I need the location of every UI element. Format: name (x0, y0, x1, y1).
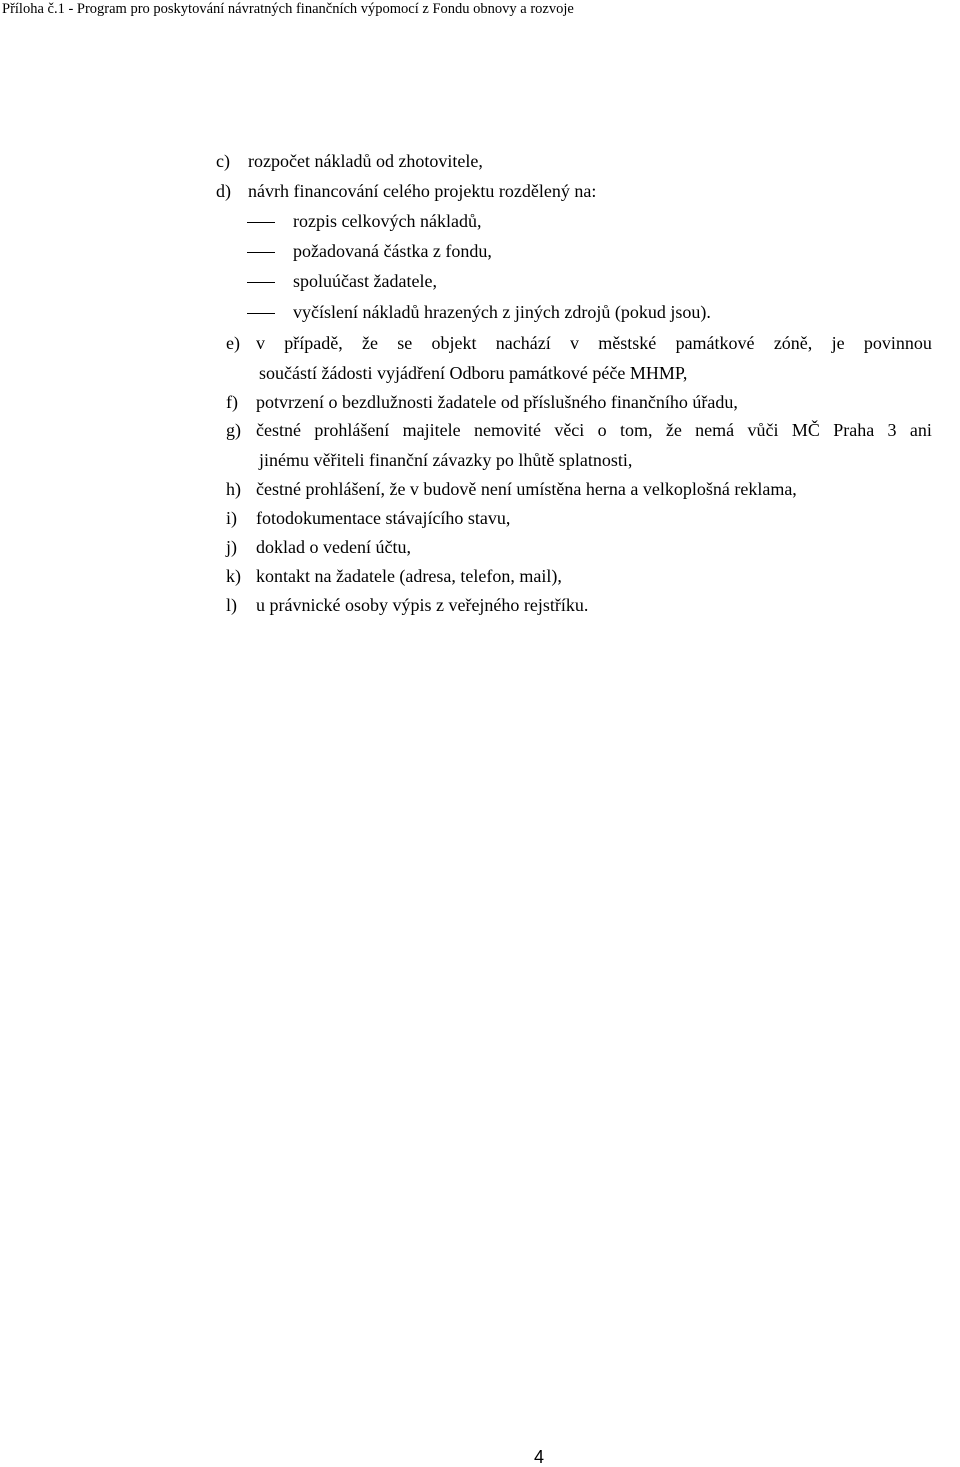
sublist-item: vyčíslení nákladů hrazených z jiných zdrojů (pokud jsou). (293, 302, 711, 322)
word: majitele (402, 420, 461, 440)
word: je (831, 333, 845, 353)
page-number: 4 (534, 1447, 545, 1467)
word: že (362, 333, 378, 353)
word: prohlášení (314, 420, 390, 440)
sublist-item: spoluúčast žadatele, (293, 271, 437, 291)
word: objekt (431, 333, 477, 353)
word: případě, (284, 333, 343, 353)
item-text: kontakt na žadatele (adresa, telefon, mail), (256, 566, 562, 586)
item-text: u právnické osoby výpis z veřejného rejstříku. (256, 595, 589, 615)
word: o (597, 420, 607, 440)
word: památkové (675, 333, 755, 353)
sublist-item: požadovaná částka z fondu, (293, 241, 492, 261)
word: v (256, 333, 265, 353)
item-label: k) (226, 566, 241, 586)
word: nachází (495, 333, 551, 353)
word: městské (598, 333, 657, 353)
list-item-d (216, 180, 597, 202)
word: zóně, (773, 333, 813, 353)
item-label: l) (226, 595, 237, 615)
item-text: návrh financování celého projektu rozdělený na: (248, 181, 597, 201)
word: čestné (256, 420, 301, 440)
dash-bullet (247, 282, 275, 283)
word: 3 (887, 420, 897, 440)
word: vůči (747, 420, 779, 440)
item-label: g) (226, 420, 241, 440)
word: věci (554, 420, 585, 440)
item-label: d) (216, 181, 231, 201)
word: MČ (791, 420, 820, 440)
item-g-continuation: jinému věřiteli finanční závazky po lhůtě splatnosti, (259, 450, 633, 470)
word: nemá (695, 420, 735, 440)
list-item-c (216, 150, 483, 172)
document-header: Příloha č.1 - Program pro poskytování návratných finančních výpomocí z Fondu obnovy a rozvoje (2, 1, 574, 17)
item-label: h) (226, 479, 241, 499)
dash-bullet (247, 222, 275, 223)
dash-bullet (247, 252, 275, 253)
item-text: čestné prohlášení, že v budově není umístěna herna a velkoplošná reklama, (256, 479, 797, 499)
word: že (665, 420, 682, 440)
item-text: rozpočet nákladů od zhotovitele, (248, 151, 483, 171)
item-e-continuation: součástí žádosti vyjádření Odboru památkové péče MHMP, (259, 363, 688, 383)
word: Praha (833, 420, 875, 440)
item-text: potvrzení o bezdlužnosti žadatele od příslušného finančního úřadu, (256, 392, 738, 412)
word: se (397, 333, 413, 353)
item-text: doklad o vedení účtu, (256, 537, 411, 557)
item-text-justified (256, 419, 932, 441)
sublist-item: rozpis celkových nákladů, (293, 211, 482, 231)
word: povinnou (863, 333, 932, 353)
word: tom, (619, 420, 653, 440)
item-label: j) (226, 537, 237, 557)
word: v (570, 333, 580, 353)
word: nemovité (473, 420, 541, 440)
item-text: fotodokumentace stávajícího stavu, (256, 508, 511, 528)
item-label: e) (226, 333, 240, 353)
item-label: i) (226, 508, 237, 528)
item-text-justified (256, 332, 932, 354)
dash-bullet (247, 313, 275, 314)
word: ani (909, 420, 932, 440)
item-label: f) (226, 392, 238, 412)
item-label: c) (216, 151, 230, 171)
